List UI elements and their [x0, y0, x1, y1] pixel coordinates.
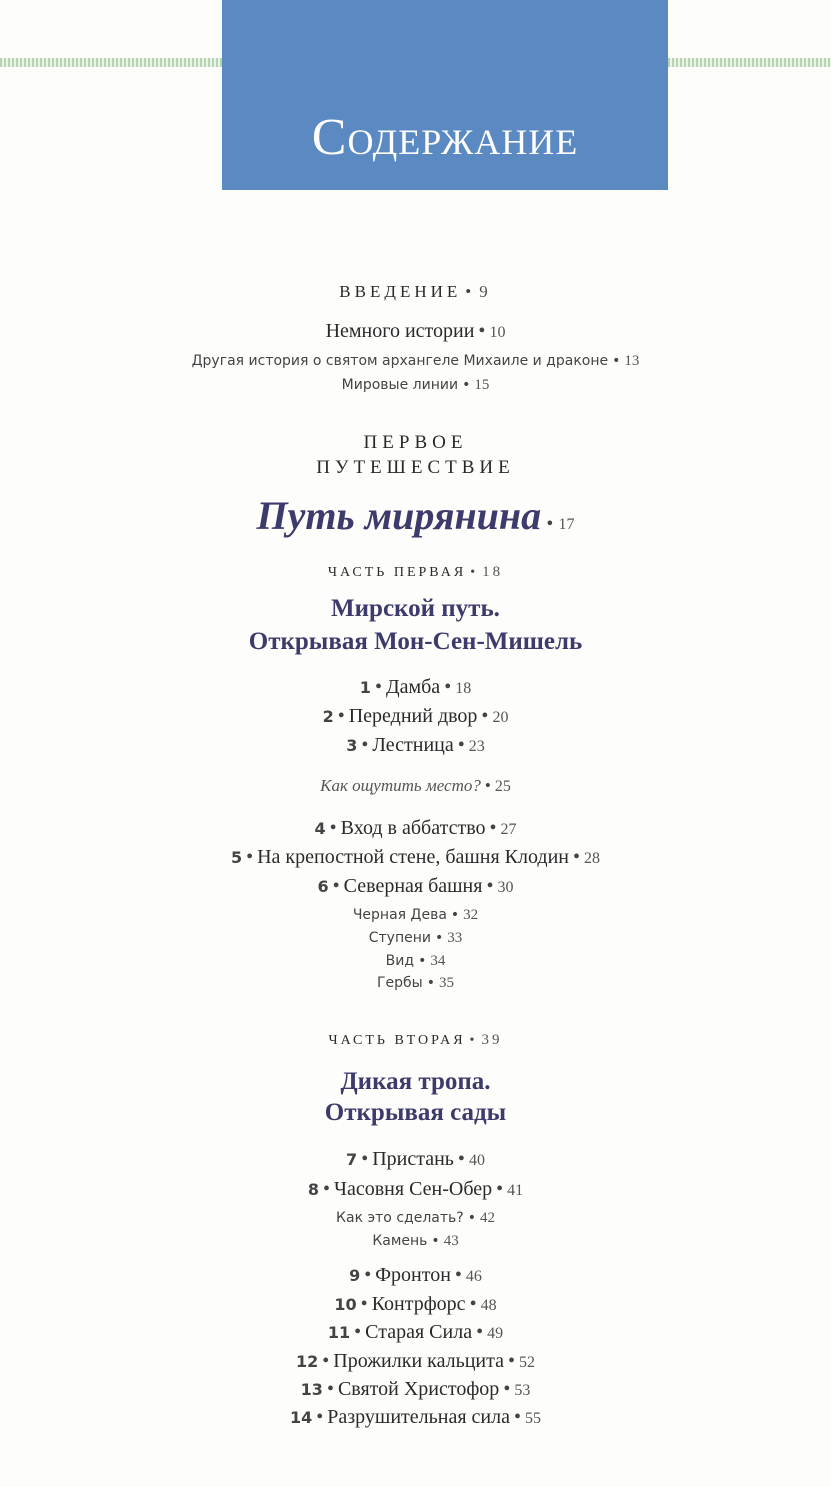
chapter-entry: 7 • Пристань • 40 [346, 1148, 485, 1170]
part1-title-line-2: Открывая Мон-Сен-Мишель [248, 628, 583, 655]
chapter-entry: 5 • На крепостной стене, башня Клодин • 28 [230, 846, 601, 868]
toc-entry: Ступени • 33 [368, 930, 463, 946]
intro-title: ВВЕДЕНИЕ [339, 282, 462, 301]
part2-heading: ЧАСТЬ ВТОРАЯ • 39 [328, 1032, 503, 1048]
chapter-entry: 12 • Прожилки кальцита • 52 [296, 1350, 535, 1372]
part1-heading: ЧАСТЬ ПЕРВАЯ • 18 [327, 564, 504, 580]
page-title: Содержание [311, 109, 579, 166]
chapter-entry: 11 • Старая Сила • 49 [327, 1321, 504, 1343]
chapter-entry: 14 • Разрушительная сила • 55 [290, 1406, 541, 1428]
toc-entry: Мировые линии • 15 [341, 377, 490, 393]
chapter-entry: 13 • Святой Христофор • 53 [300, 1378, 531, 1400]
toc-entry: Камень • 43 [372, 1233, 459, 1249]
chapter-entry: 10 • Контрфорс • 48 [334, 1293, 497, 1315]
toc-entry: Черная Дева • 32 [352, 907, 479, 923]
chapter-entry: 1 • Дамба • 18 [359, 676, 472, 698]
intro-page: 9 [479, 282, 492, 301]
chapter-entry: 8 • Часовня Сен-Обер • 41 [307, 1178, 524, 1200]
chapter-entry: 9 • Фронтон • 46 [349, 1264, 482, 1286]
toc-entry: Как это сделать? • 42 [336, 1210, 495, 1226]
part1-title-line-1: Мирской путь. [331, 595, 500, 622]
chapter-entry: 4 • Вход в аббатство • 27 [314, 817, 517, 839]
journey-line-1: ПЕРВОЕ [363, 432, 468, 453]
intro-heading: ВВЕДЕНИЕ • 9 [339, 282, 492, 301]
part2-title-line-1: Дикая тропа. [340, 1068, 491, 1095]
aside-entry: Как ощутить место? • 25 [320, 776, 511, 795]
part2-title-line-2: Открывая сады [324, 1099, 507, 1126]
chapter-entry: 6 • Северная башня • 30 [317, 875, 514, 897]
title-box [222, 0, 668, 190]
journey-line-2: ПУТЕШЕСТВИЕ [316, 457, 515, 478]
toc-entry: Гербы • 35 [377, 975, 454, 991]
toc-entry: Другая история о святом архангеле Михаиле и драконе • 13 [191, 353, 640, 369]
chapter-entry: 3 • Лестница • 23 [346, 734, 485, 756]
chapter-entry: 2 • Передний двор • 20 [322, 705, 509, 727]
toc-entry: Вид • 34 [385, 953, 446, 969]
journey-title: Путь мирянина • 17 [256, 493, 575, 538]
toc-entry: Немного истории • 10 [325, 320, 506, 342]
